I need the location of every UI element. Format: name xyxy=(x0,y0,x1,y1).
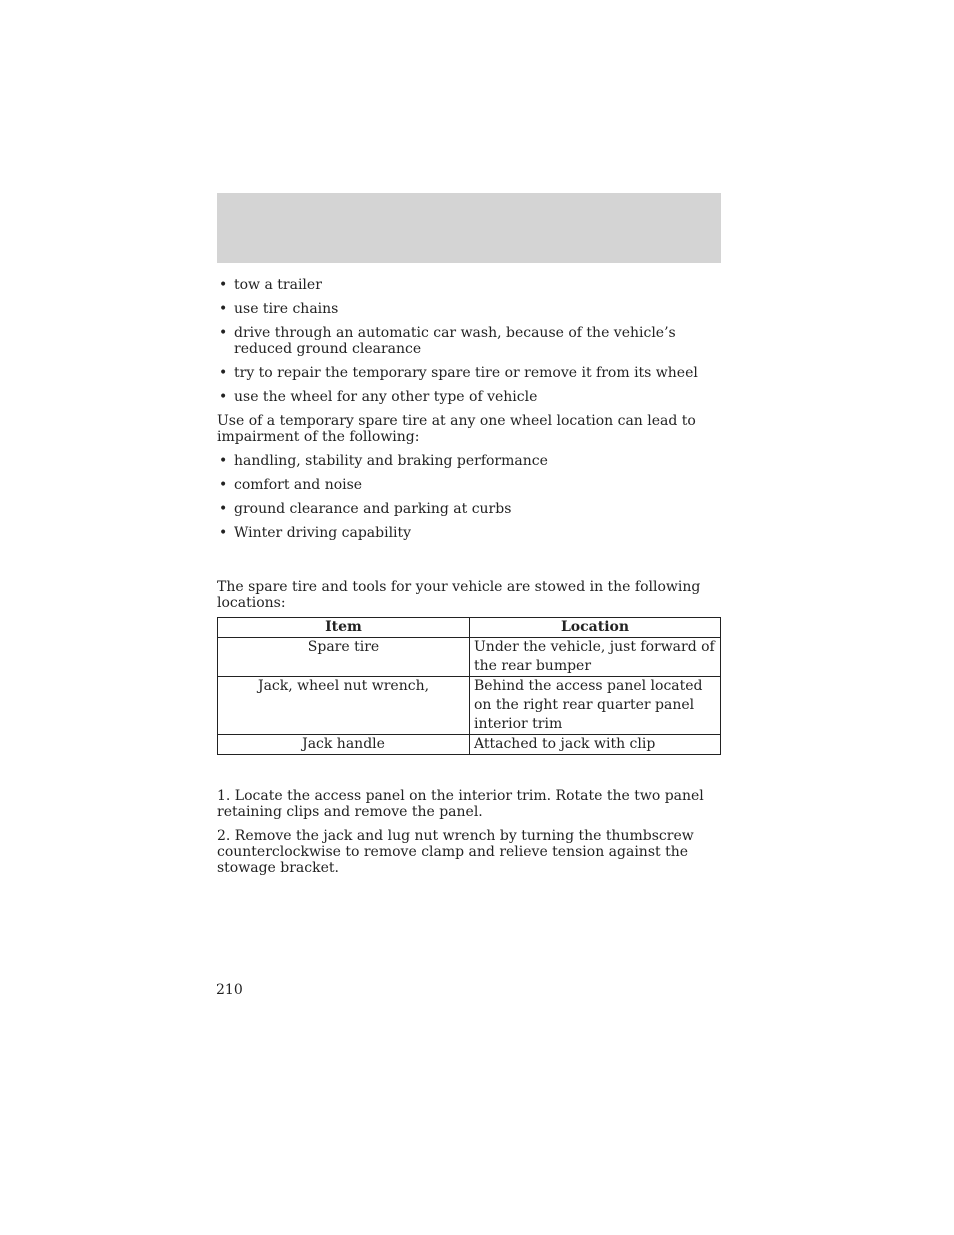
table-cell-location: Under the vehicle, just forward of the rear bumper xyxy=(470,638,721,677)
column-header-location: Location xyxy=(470,618,721,638)
table-row xyxy=(218,677,721,735)
impairment-intro: Use of a temporary spare tire at any one wheel location can lead to impairment of the following: xyxy=(217,413,696,445)
table-row xyxy=(218,638,721,677)
column-header-item: Item xyxy=(218,618,470,638)
table-cell-location: Attached to jack with clip xyxy=(470,735,721,755)
list-item: • use tire chains xyxy=(219,301,339,317)
list-item: • ground clearance and parking at curbs xyxy=(219,501,512,517)
list-item: • use the wheel for any other type of vehicle xyxy=(219,389,538,405)
step-2: 2. Remove the jack and lug nut wrench by turning the thumbscrew counterclockwise to remove clamp and relieve tension against the stowage bracket. xyxy=(217,828,694,876)
bullet-icon: • xyxy=(219,325,228,341)
table-cell-item: Spare tire xyxy=(218,638,470,677)
list-item: • try to repair the temporary spare tire or remove it from its wheel xyxy=(219,365,698,381)
bullet-icon: • xyxy=(219,477,228,493)
step-1: 1. Locate the access panel on the interior trim. Rotate the two panel retaining clips and remove the panel. xyxy=(217,788,704,820)
bullet-icon: • xyxy=(219,389,228,405)
list-item: • drive through an automatic car wash, because of the vehicle’s reduced ground clearance xyxy=(219,325,676,357)
list-item: • comfort and noise xyxy=(219,477,363,493)
section-header-band xyxy=(217,193,721,263)
stowage-table xyxy=(217,617,721,755)
bullet-icon: • xyxy=(219,365,228,381)
bullet-icon: • xyxy=(219,453,228,469)
bullet-icon: • xyxy=(219,301,228,317)
bullet-icon: • xyxy=(219,501,228,517)
page-content xyxy=(217,277,721,884)
table-cell-location: Behind the access panel located on the right rear quarter panel interior trim xyxy=(470,677,721,735)
table-header-row xyxy=(218,618,721,638)
table-row xyxy=(218,735,721,755)
list-item: • tow a trailer xyxy=(219,277,322,293)
list-item: • handling, stability and braking performance xyxy=(219,453,548,469)
table-cell-item: Jack handle xyxy=(218,735,470,755)
impairment-list xyxy=(217,453,721,541)
stowage-intro: The spare tire and tools for your vehicle are stowed in the following locations: xyxy=(217,579,701,611)
prohibited-uses-list xyxy=(217,277,721,405)
table-cell-item: Jack, wheel nut wrench, xyxy=(218,677,470,735)
page-number: 210 xyxy=(216,982,243,998)
bullet-icon: • xyxy=(219,525,228,541)
list-item: • Winter driving capability xyxy=(219,525,412,541)
bullet-icon: • xyxy=(219,277,228,293)
